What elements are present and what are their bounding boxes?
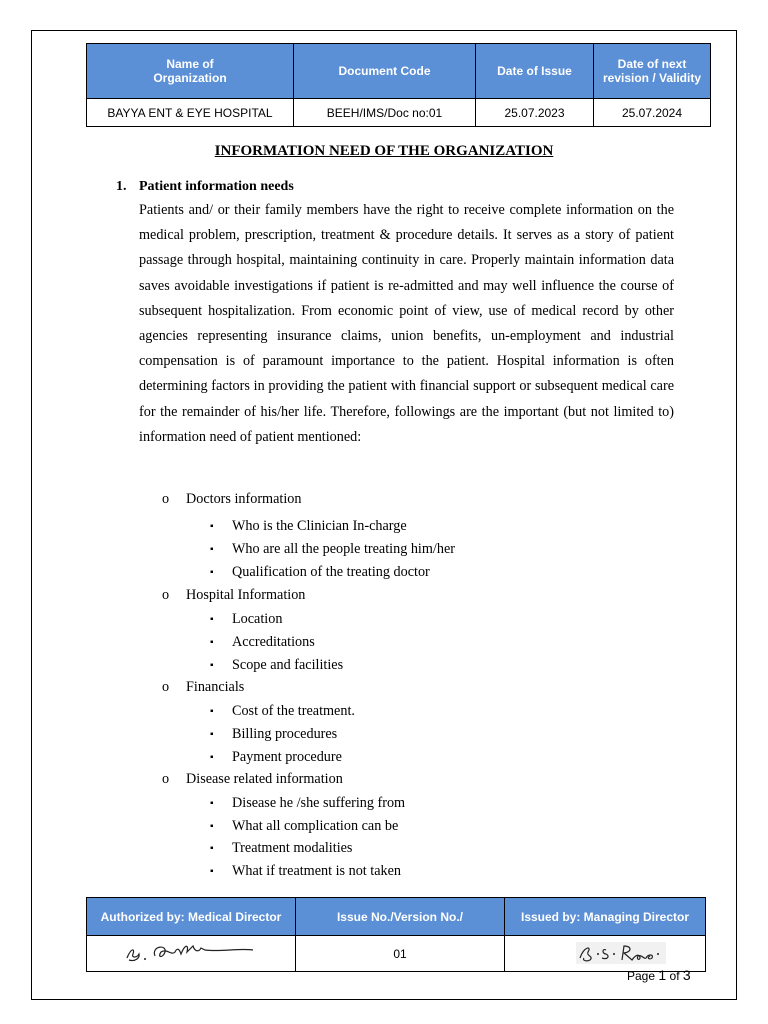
signature-left-image: [121, 938, 261, 966]
sub-list-item: ▪ Treatment modalities: [210, 840, 353, 856]
document-code: BEEH/IMS/Doc no:01: [294, 99, 476, 127]
header-row: [87, 44, 711, 99]
list-item-disease-information: o Disease related information: [162, 771, 343, 787]
organization-name: BAYYA ENT & EYE HOSPITAL: [87, 99, 294, 127]
header-col-validity: Date of next revision / Validity: [594, 44, 711, 99]
issue-version-label: Issue No./Version No./: [296, 898, 505, 936]
sub-list-item: ▪ Location: [210, 611, 283, 627]
header-values-row: [87, 99, 711, 127]
sub-list-item: ▪ What all complication can be: [210, 818, 399, 834]
page-number: Page 1 of 3: [627, 967, 691, 983]
authorized-signature: [87, 936, 296, 972]
sub-list-item: ▪ Payment procedure: [210, 749, 342, 765]
footer-header-row: [87, 898, 706, 936]
sub-list-item: ▪ Qualification of the treating doctor: [210, 564, 430, 580]
section-heading: Patient information needs: [139, 179, 294, 194]
signature-right-image: [540, 938, 670, 966]
approval-footer-table: [86, 897, 706, 972]
section-number: 1.: [116, 179, 127, 194]
header-col-date-of-issue: Date of Issue: [476, 44, 594, 99]
header-col-document-code: Document Code: [294, 44, 476, 99]
sub-list-item: ▪ Who are all the people treating him/her: [210, 541, 455, 557]
issued-by-label: Issued by: Managing Director: [505, 898, 706, 936]
sub-list-item: ▪ Billing procedures: [210, 726, 338, 742]
list-item-hospital-information: o Hospital Information: [162, 587, 306, 603]
header-col-organization: Name of Organization: [87, 44, 294, 99]
footer-values-row: [87, 936, 706, 972]
authorized-by-label: Authorized by: Medical Director: [87, 898, 296, 936]
date-of-issue: 25.07.2023: [476, 99, 594, 127]
sub-list-item: ▪ Cost of the treatment.: [210, 703, 355, 719]
list-item-financials: o Financials: [162, 679, 245, 695]
document-title: INFORMATION NEED OF THE ORGANIZATION: [214, 143, 554, 159]
version-number: 01: [296, 936, 505, 972]
validity-date: 25.07.2024: [594, 99, 711, 127]
sub-list-item: ▪ What if treatment is not taken: [210, 863, 402, 879]
sub-list-item: ▪ Who is the Clinician In-charge: [210, 518, 407, 534]
sub-list-item: ▪ Accreditations: [210, 634, 315, 650]
sub-list-item: ▪ Disease he /she suffering from: [210, 795, 406, 811]
sub-list-item: ▪ Scope and facilities: [210, 657, 344, 673]
list-item-doctors-information: o Doctors information: [162, 491, 302, 507]
document-header-table: [86, 43, 711, 127]
section-paragraph: Patients and/ or their family members have the right to receive complete information on the medical problem, prescription, treatment & procedure details. It serves as a story of patient passage through hospital, maintaining continuity in care. Properly maintain information data saves avoidable investigations if patient is re-admitted and may well influence the course of subsequent hospitalization. From economic point of view, use of medical record by other agencies representing insurance claims, union benefits, un-employment and industrial compensation is of paramount importance to the patient. Hospital information is often determining factors in providing the patient with financial support or subsequent medical care for the remainder of his/her life. Therefore, followings are the important (but not limited to) information need of patient mentioned:: [139, 202, 674, 445]
